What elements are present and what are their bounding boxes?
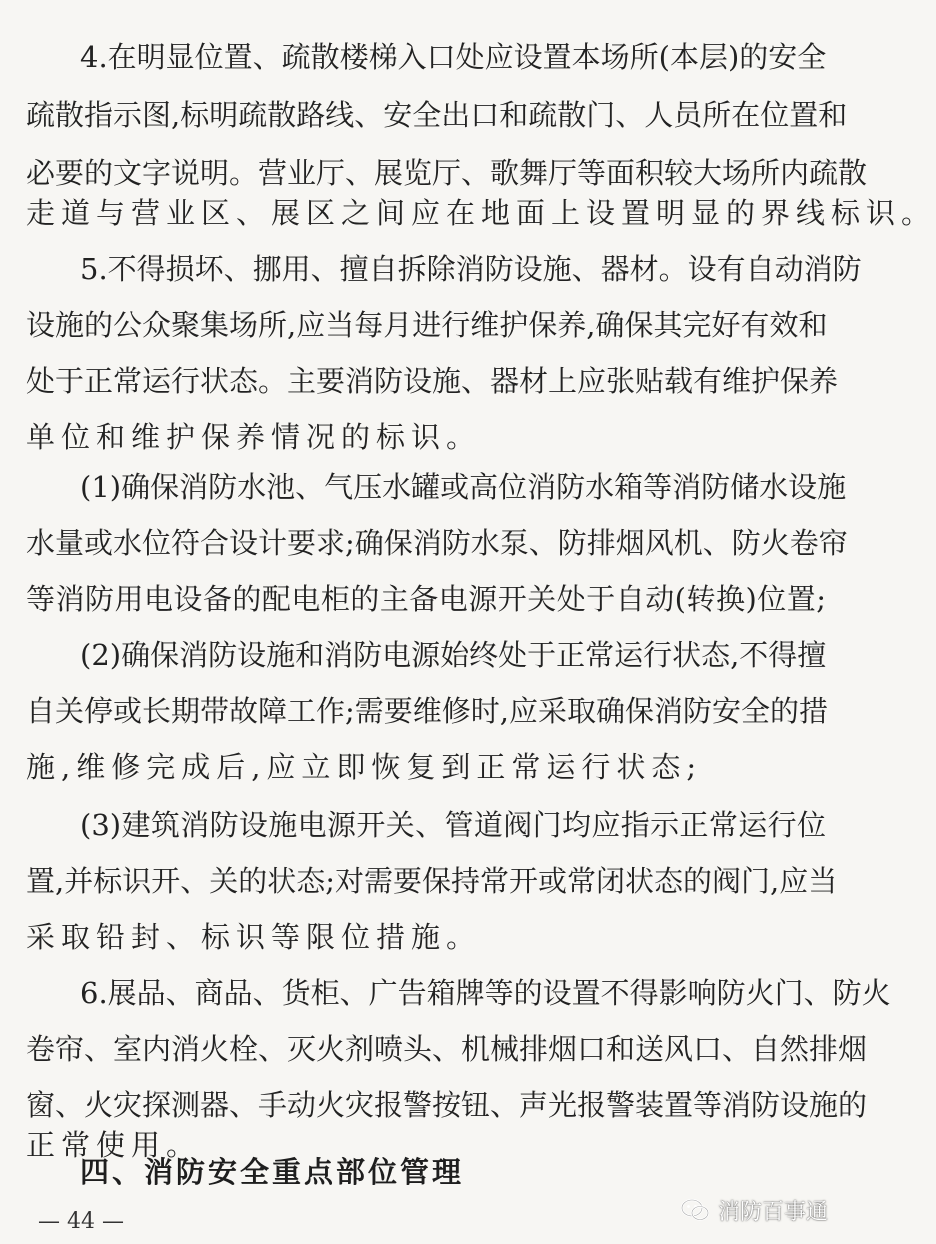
page-number: — 44 — bbox=[38, 1209, 124, 1234]
paragraph-5-line-4: 单位和维护保养情况的标识。 bbox=[26, 420, 482, 454]
paragraph-4-line-3: 必要的文字说明。营业厅、展览厅、歌舞厅等面积较大场所内疏散 bbox=[26, 156, 868, 190]
paragraph-5-line-1: 5.不得损坏、挪用、擅自拆除消防设施、器材。设有自动消防 bbox=[80, 252, 862, 286]
section-heading: 四、消防安全重点部位管理 bbox=[80, 1155, 465, 1189]
item-1-line-2: 水量或水位符合设计要求;确保消防水泵、防排烟风机、防火卷帘 bbox=[26, 526, 848, 560]
item-1-line-3: 等消防用电设备的配电柜的主备电源开关处于自动(转换)位置; bbox=[26, 582, 826, 616]
item-2-line-3: 施,维修完成后,应立即恢复到正常运行状态; bbox=[26, 750, 703, 784]
paragraph-4-line-1: 4.在明显位置、疏散楼梯入口处应设置本场所(本层)的安全 bbox=[80, 40, 827, 74]
wechat-icon bbox=[680, 1197, 710, 1223]
watermark bbox=[680, 1190, 828, 1230]
paragraph-6-line-1: 6.展品、商品、货柜、广告箱牌等的设置不得影响防火门、防火 bbox=[80, 976, 891, 1010]
paragraph-4-line-4: 走道与营业区、展区之间应在地面上设置明显的界线标识。 bbox=[26, 196, 936, 230]
watermark-text: 消防百事通 bbox=[717, 1199, 828, 1225]
paragraph-4-line-2: 疏散指示图,标明疏散路线、安全出口和疏散门、人员所在位置和 bbox=[26, 98, 848, 132]
item-3-line-2: 置,并标识开、关的状态;对需要保持常开或常闭状态的阀门,应当 bbox=[26, 864, 838, 898]
paragraph-5-line-3: 处于正常运行状态。主要消防设施、器材上应张贴载有维护保养 bbox=[26, 364, 839, 398]
item-1-line-1: (1)确保消防水池、气压水罐或高位消防水箱等消防储水设施 bbox=[80, 470, 847, 504]
item-3-line-3: 采取铅封、标识等限位措施。 bbox=[26, 920, 482, 954]
item-3-line-1: (3)建筑消防设施电源开关、管道阀门均应指示正常运行位 bbox=[80, 808, 826, 842]
paragraph-6-line-4: 正常使用。 bbox=[26, 1128, 202, 1162]
paragraph-6-line-3: 窗、火灾探测器、手动火灾报警按钮、声光报警装置等消防设施的 bbox=[26, 1088, 868, 1122]
paragraph-6-line-2: 卷帘、室内消火栓、灭火剂喷头、机械排烟口和送风口、自然排烟 bbox=[26, 1032, 868, 1066]
item-2-line-2: 自关停或长期带故障工作;需要维修时,应采取确保消防安全的措 bbox=[26, 694, 828, 728]
item-2-line-1: (2)确保消防设施和消防电源始终处于正常运行状态,不得擅 bbox=[80, 638, 827, 672]
paragraph-5-line-2: 设施的公众聚集场所,应当每月进行维护保养,确保其完好有效和 bbox=[26, 308, 828, 342]
